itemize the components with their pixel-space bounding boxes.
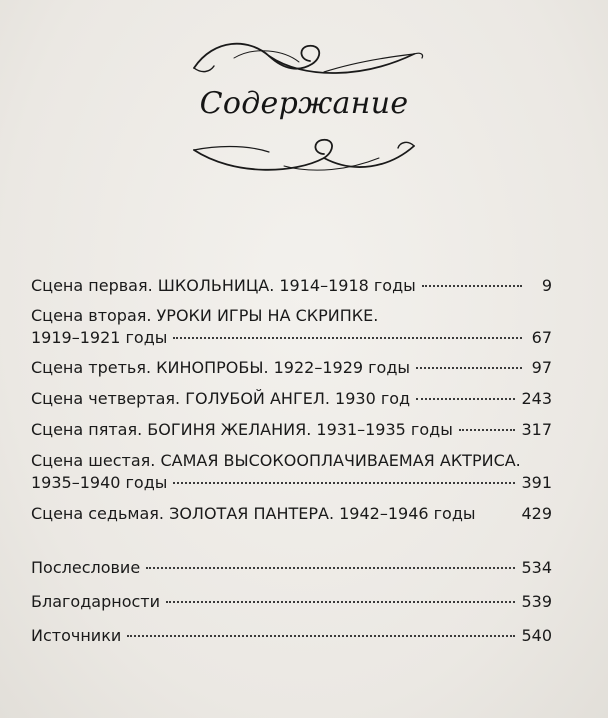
dot-leader bbox=[173, 337, 522, 339]
dot-leader bbox=[166, 601, 515, 603]
flourish-ornament-bottom bbox=[174, 128, 434, 188]
toc-entry[interactable] bbox=[31, 305, 552, 349]
toc-entry-text: Сцена пятая. БОГИНЯ ЖЕЛАНИЯ. 1931–1935 годы bbox=[31, 420, 453, 439]
toc-entry[interactable] bbox=[31, 625, 552, 647]
toc-page-number: 317 bbox=[521, 420, 552, 439]
toc-entry[interactable] bbox=[31, 503, 552, 525]
toc-page-number: 391 bbox=[521, 473, 552, 492]
toc-entry-text: Послесловие bbox=[31, 558, 141, 577]
toc-entry[interactable] bbox=[31, 591, 552, 613]
toc-page-number: 243 bbox=[521, 389, 552, 408]
toc-page-number: 97 bbox=[531, 358, 552, 377]
toc-entry-text: Сцена третья. КИНОПРОБЫ. 1922–1929 годы bbox=[31, 358, 411, 377]
dot-leader bbox=[482, 513, 516, 515]
dot-leader bbox=[416, 367, 522, 369]
toc-title: Содержание bbox=[199, 86, 409, 121]
toc-entry-text: Сцена шестая. САМАЯ ВЫСОКООПЛАЧИВАЕМАЯ АКТРИСА. bbox=[31, 451, 521, 470]
toc-entry-text: Благодарности bbox=[31, 592, 160, 611]
dot-leader bbox=[146, 567, 515, 569]
dot-leader bbox=[422, 285, 522, 287]
toc-entry-text: Сцена четвертая. ГОЛУБОЙ АНГЕЛ. 1930 год bbox=[31, 389, 411, 408]
toc-entry-text: Сцена седьмая. ЗОЛОТАЯ ПАНТЕРА. 1942–1946 годы bbox=[31, 504, 476, 523]
flourish-ornament-top bbox=[174, 28, 434, 88]
toc-page-number: 9 bbox=[541, 276, 552, 295]
toc-entry-text: Сцена первая. ШКОЛЬНИЦА. 1914–1918 годы bbox=[31, 276, 416, 295]
toc-page-number: 539 bbox=[521, 592, 552, 611]
toc-entry[interactable] bbox=[31, 419, 552, 441]
dot-leader bbox=[416, 398, 515, 400]
toc-entry[interactable] bbox=[31, 357, 552, 379]
toc-entry-text: Сцена вторая. УРОКИ ИГРЫ НА СКРИПКЕ. bbox=[31, 306, 379, 325]
table-of-contents bbox=[31, 275, 552, 645]
toc-entry[interactable] bbox=[31, 450, 552, 494]
toc-page-number: 540 bbox=[521, 626, 552, 645]
toc-entry[interactable] bbox=[31, 388, 552, 410]
toc-page-number: 429 bbox=[521, 504, 552, 523]
toc-page-number: 67 bbox=[531, 328, 552, 347]
dot-leader bbox=[173, 482, 515, 484]
toc-entry[interactable] bbox=[31, 275, 552, 297]
toc-page-number: 534 bbox=[521, 558, 552, 577]
toc-entry[interactable] bbox=[31, 557, 552, 579]
dot-leader bbox=[127, 635, 515, 637]
toc-entry-text: Источники bbox=[31, 626, 122, 645]
dot-leader bbox=[459, 429, 516, 431]
toc-entry-text: 1935–1940 годы bbox=[31, 473, 168, 492]
toc-entry-text: 1919–1921 годы bbox=[31, 328, 168, 347]
